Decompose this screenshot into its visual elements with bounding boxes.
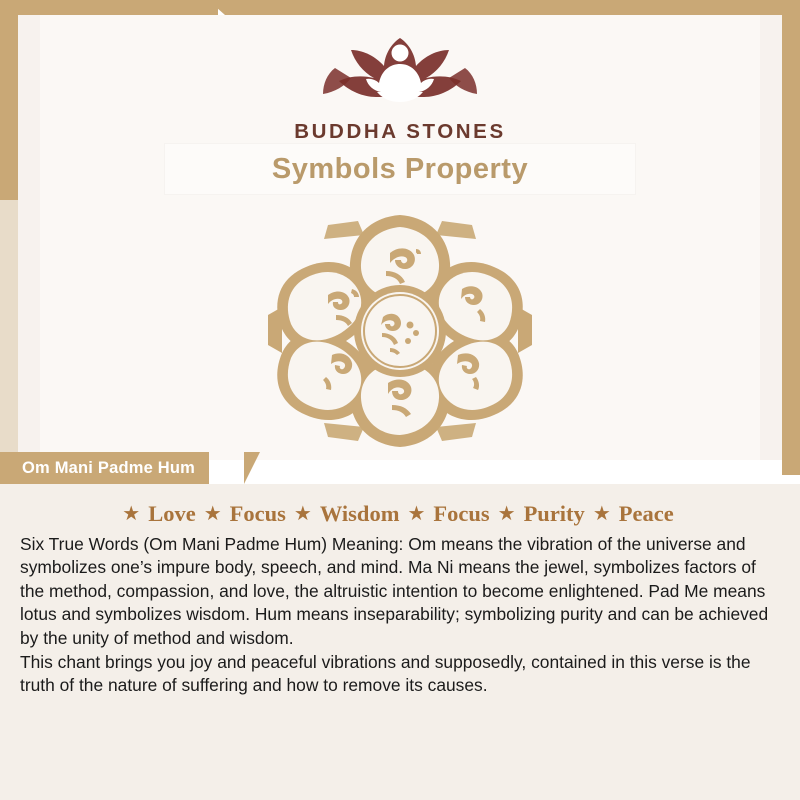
decor-top-left-bar [0,0,218,15]
section-tab [0,452,209,484]
keyword-item: Peace [618,501,674,526]
keyword-item: Love [148,501,196,526]
keyword-item: Focus [229,501,286,526]
brand-name: BUDDHA STONES [294,120,506,143]
star-icon: ★ [497,503,516,525]
keyword-item: Purity [523,501,585,526]
page-title-bar [165,144,635,194]
star-icon: ★ [203,503,222,525]
star-icon: ★ [592,503,611,525]
description-section [0,484,800,800]
description-text [0,529,800,698]
keyword-list [0,484,800,529]
keyword-item: Wisdom [319,501,400,526]
star-icon: ★ [122,503,141,525]
section-tab-label: Om Mani Padme Hum [22,458,196,477]
page-title: Symbols Property [271,152,529,185]
lotus-meditation-figure-icon [305,22,495,116]
mandala-illustration [0,205,800,455]
decor-top-right-diagonal [208,0,225,15]
description-paragraph-2: This chant brings you joy and peaceful vibrations and supposedly, contained in this verse is the truth of the nature of suffering and how to remove its causes. [20,652,751,696]
decor-top-right-bar [225,0,800,15]
description-paragraph-1: Six True Words (Om Mani Padme Hum) Meaning: Om means the vibration of the universe and symbolizes one’s impure body, speech, and mind. Ma Ni means the jewel, symbolizes factors of the method, compassion, and love, the altruistic intention to become enlightened. Pad Me means lotus and symbolizes wisdom. Hum means inseparability; symbolizing purity and can be achieved by the unity of method and wisdom. [20,534,769,648]
star-icon: ★ [293,503,312,525]
section-tab-notch [244,452,260,484]
keyword-item: Focus [433,501,490,526]
brand-logo [0,22,800,144]
star-icon: ★ [407,503,426,525]
om-mani-padme-hum-lotus-mandala-icon [240,205,560,455]
